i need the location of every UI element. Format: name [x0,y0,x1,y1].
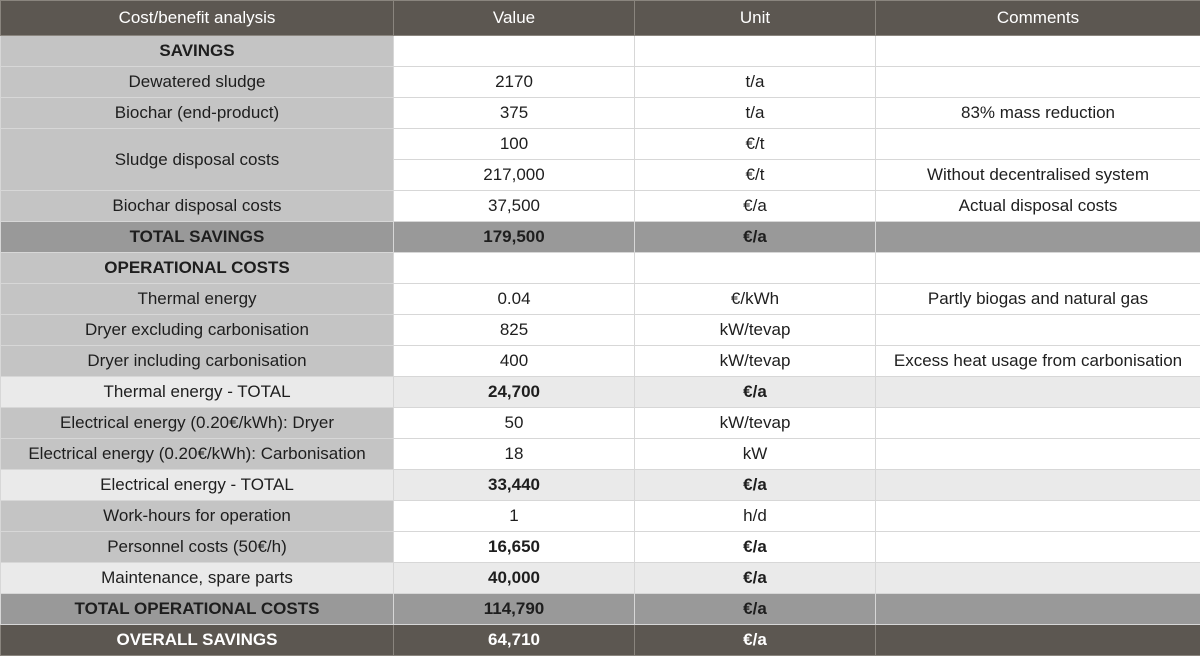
table-row [1,284,1200,315]
row-comment [876,222,1200,253]
row-value: 179,500 [394,222,635,253]
header-comments: Comments [876,1,1200,36]
row-unit: h/d [635,501,876,532]
row-unit: t/a [635,98,876,129]
subtotal-row [1,563,1200,594]
row-unit: €/t [635,129,876,160]
row-value: 400 [394,346,635,377]
row-value: 1 [394,501,635,532]
row-value: 18 [394,439,635,470]
row-unit [635,253,876,284]
row-comment: Without decentralised system [876,160,1200,191]
row-value: 114,790 [394,594,635,625]
row-unit: €/a [635,532,876,563]
total-operational-costs-row [1,594,1200,625]
table-row [1,346,1200,377]
section-heading-savings [1,36,1200,67]
row-value: 24,700 [394,377,635,408]
row-comment: 83% mass reduction [876,98,1200,129]
row-comment [876,67,1200,98]
row-label: Thermal energy [1,284,394,315]
row-comment [876,501,1200,532]
row-label: Sludge disposal costs [1,129,394,191]
row-unit: €/kWh [635,284,876,315]
total-savings-row [1,222,1200,253]
table-row [1,191,1200,222]
row-comment: Excess heat usage from carbonisation [876,346,1200,377]
row-unit: €/a [635,377,876,408]
row-comment: Actual disposal costs [876,191,1200,222]
row-label: OVERALL SAVINGS [1,625,394,656]
row-unit: t/a [635,67,876,98]
row-label: SAVINGS [1,36,394,67]
row-comment: Partly biogas and natural gas [876,284,1200,315]
section-heading-operational-costs [1,253,1200,284]
row-unit: €/t [635,160,876,191]
header-unit: Unit [635,1,876,36]
row-value [394,253,635,284]
table-row [1,501,1200,532]
row-label: Personnel costs (50€/h) [1,532,394,563]
table-row [1,439,1200,470]
row-label: Maintenance, spare parts [1,563,394,594]
header-value: Value [394,1,635,36]
row-label: Dryer including carbonisation [1,346,394,377]
row-unit: kW/tevap [635,408,876,439]
table-row [1,532,1200,563]
row-label: Thermal energy - TOTAL [1,377,394,408]
row-value: 2170 [394,67,635,98]
row-value: 64,710 [394,625,635,656]
row-value: 100 [394,129,635,160]
subtotal-row [1,377,1200,408]
row-comment [876,408,1200,439]
overall-savings-row [1,625,1200,656]
row-value: 375 [394,98,635,129]
row-unit: €/a [635,563,876,594]
row-unit: €/a [635,470,876,501]
row-label: Biochar disposal costs [1,191,394,222]
row-value [394,36,635,67]
row-unit: kW/tevap [635,346,876,377]
row-label: Dewatered sludge [1,67,394,98]
row-comment [876,315,1200,346]
table-row [1,98,1200,129]
row-value: 0.04 [394,284,635,315]
table-header-row [1,1,1200,36]
row-label: Electrical energy - TOTAL [1,470,394,501]
row-label: Dryer excluding carbonisation [1,315,394,346]
table-row [1,315,1200,346]
subtotal-row [1,470,1200,501]
table-row [1,408,1200,439]
row-value: 40,000 [394,563,635,594]
header-analysis: Cost/benefit analysis [1,1,394,36]
row-comment [876,377,1200,408]
row-value: 217,000 [394,160,635,191]
table-row [1,129,1200,160]
table-row [1,67,1200,98]
row-comment [876,253,1200,284]
row-value: 50 [394,408,635,439]
row-label: Electrical energy (0.20€/kWh): Dryer [1,408,394,439]
row-comment [876,532,1200,563]
row-comment [876,439,1200,470]
row-unit: €/a [635,191,876,222]
row-unit: kW [635,439,876,470]
row-comment [876,470,1200,501]
row-comment [876,36,1200,67]
row-unit: €/a [635,222,876,253]
row-value: 33,440 [394,470,635,501]
row-value: 16,650 [394,532,635,563]
row-unit: €/a [635,625,876,656]
row-unit: €/a [635,594,876,625]
row-unit: kW/tevap [635,315,876,346]
row-label: Work-hours for operation [1,501,394,532]
row-comment [876,625,1200,656]
row-comment [876,594,1200,625]
row-unit [635,36,876,67]
row-value: 37,500 [394,191,635,222]
row-label: TOTAL SAVINGS [1,222,394,253]
row-comment [876,129,1200,160]
row-label: Electrical energy (0.20€/kWh): Carbonisation [1,439,394,470]
row-label: OPERATIONAL COSTS [1,253,394,284]
row-label: Biochar (end-product) [1,98,394,129]
row-label: TOTAL OPERATIONAL COSTS [1,594,394,625]
row-comment [876,563,1200,594]
row-value: 825 [394,315,635,346]
